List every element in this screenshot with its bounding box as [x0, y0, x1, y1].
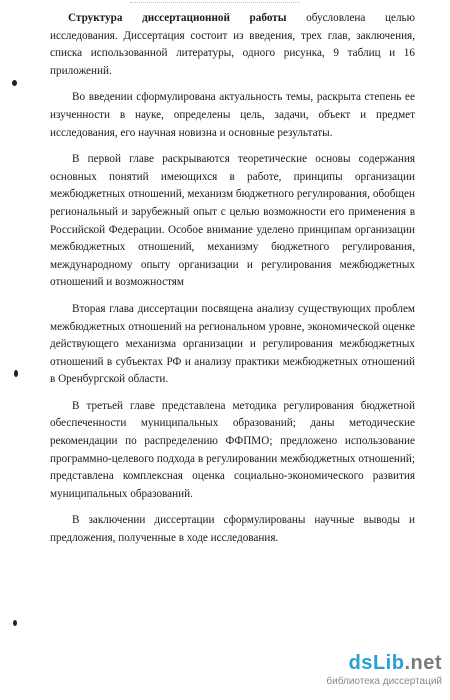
paragraph-chapter-three: В третьей главе представлена методика регулирования бюджетной обеспеченности муниципальных образований; даны методические рекомендации по распределению ФФПМО; предложено использование программно-целевого подхода в регулировании межбюджетных отношений; представлена комплексная оценка социально-экономического развития муниципальных образований.	[50, 399, 415, 500]
scan-speck	[12, 80, 17, 86]
scan-artifact	[130, 2, 300, 7]
paragraph-conclusion: В заключении диссертации сформулированы научные выводы и предложения, полученные в ходе исследования.	[50, 514, 415, 545]
paragraph-lead: Структура диссертационной работы	[68, 12, 287, 24]
scan-speck	[13, 620, 17, 626]
paragraph-text: обусловлена целью исследования. Диссертация состоит из введения, трех глав, заключения, списка использованной литературы, одного рисунка, 9 таблиц и 16 приложений.	[50, 12, 415, 77]
dslib-subtitle: библиотека диссертаций	[326, 676, 442, 687]
paragraph-chapter-one: В первой главе раскрываются теоретические основы содержания основных понятий имеющихся в работе, принципы организации межбюджетных отношений, механизм бюджетного регулирования, обобщен региональный и зарубежный опыт с целью возможности его применения в Российской Федерации. Особое внимание уделено принципам организации межбюджетных отношений, механизму бюджетного регулирования, международному опыту организации и регулирования межбюджетных отношений и возможностям	[50, 153, 415, 289]
paragraph-introduction: Во введении сформулирована актуальность темы, раскрыта степень ее изученности в науке, определены цель, задачи, объект и предмет исследования, его научная новизна и основные результаты.	[50, 91, 415, 139]
paragraph-chapter-two: Вторая глава диссертации посвящена анализу существующих проблем межбюджетных отношений на региональном уровне, экономической оценке действующего механизма организации и регулирования межбюджетных отношений в субъектах РФ и анализу практики межбюджетных отношений в Оренбургской области.	[50, 302, 415, 386]
document-body	[50, 10, 415, 557]
dslib-watermark	[292, 652, 442, 692]
scan-speck	[14, 370, 18, 377]
paragraph-structure	[50, 10, 415, 80]
dslib-logo: dsLib.net	[348, 652, 442, 674]
